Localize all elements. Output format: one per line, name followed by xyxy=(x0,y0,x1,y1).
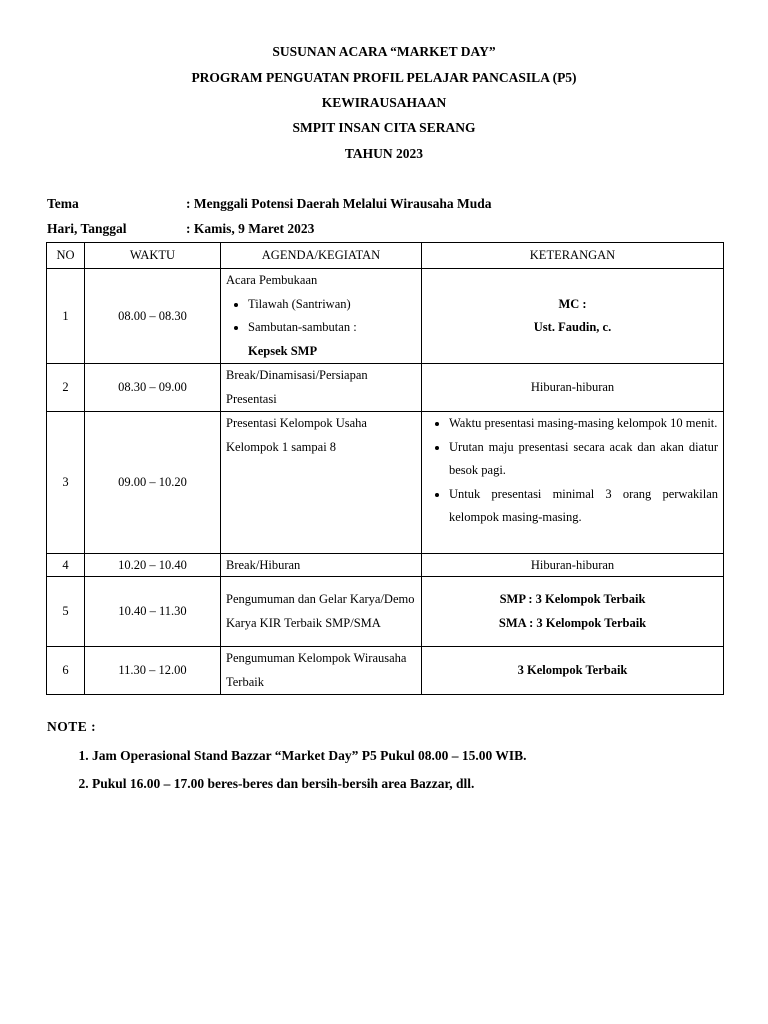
row-keterangan: 3 Kelompok Terbaik xyxy=(422,647,724,695)
agenda-sub: Kepsek SMP xyxy=(248,343,318,358)
row-agenda xyxy=(221,269,422,364)
row-agenda: Break/Dinamisasi/Persiapan Presentasi xyxy=(221,364,422,412)
note-item: 2. Pukul 16.00 – 17.00 beres-beres dan bersih-bersih area Bazzar, dll. xyxy=(92,770,752,798)
header-waktu: WAKTU xyxy=(85,243,221,269)
table-row xyxy=(47,577,724,647)
list-item: • Waktu presentasi masing-masing kelompok 10 menit. xyxy=(449,412,718,436)
row-waktu: 10.40 – 11.30 xyxy=(85,577,221,647)
keterangan-list xyxy=(427,412,718,530)
header-agenda: AGENDA/KEGIATAN xyxy=(221,243,422,269)
agenda-title: Acara Pembukaan xyxy=(226,273,318,287)
row-no: 5 xyxy=(47,577,85,647)
row-waktu: 10.20 – 10.40 xyxy=(85,554,221,577)
row-keterangan xyxy=(422,412,724,554)
row-agenda: Break/Hiburan xyxy=(221,554,422,577)
note-label: NOTE : xyxy=(47,719,97,734)
row-keterangan: Hiburan-hiburan xyxy=(422,554,724,577)
row-waktu: 08.30 – 09.00 xyxy=(85,364,221,412)
row-keterangan: Hiburan-hiburan xyxy=(422,364,724,412)
hari-tanggal-value: : Kamis, 9 Maret 2023 xyxy=(186,221,315,236)
list-item: • Urutan maju presentasi secara acak dan akan diatur besok pagi. xyxy=(449,436,718,483)
row-keterangan xyxy=(422,577,724,647)
schedule-table xyxy=(46,242,724,695)
ket-line: SMP : 3 Kelompok Terbaik xyxy=(499,592,646,606)
hari-tanggal-label: Hari, Tanggal xyxy=(47,221,127,236)
table-row xyxy=(47,364,724,412)
note-item: 1. Jam Operasional Stand Bazzar “Market Day” P5 Pukul 08.00 – 15.00 WIB. xyxy=(92,742,752,770)
row-keterangan xyxy=(422,269,724,364)
row-agenda: Pengumuman Kelompok Wirausaha Terbaik xyxy=(221,647,422,695)
row-no: 2 xyxy=(47,364,85,412)
table-row xyxy=(47,269,724,364)
ket-line: MC : xyxy=(558,296,587,311)
doc-title-line-1: SUSUNAN ACARA “MARKET DAY” xyxy=(272,44,496,59)
row-no: 6 xyxy=(47,647,85,695)
ket-line: SMA : 3 Kelompok Terbaik xyxy=(498,615,647,630)
table-row xyxy=(47,647,724,695)
agenda-list xyxy=(226,293,416,340)
header-no: NO xyxy=(47,243,85,269)
list-item: • Sambutan-sambutan : xyxy=(248,316,416,340)
doc-title-line-4: SMPIT INSAN CITA SERANG xyxy=(292,120,476,135)
table-header-row xyxy=(47,243,724,269)
row-waktu: 11.30 – 12.00 xyxy=(85,647,221,695)
list-item: • Tilawah (Santriwan) xyxy=(248,293,416,317)
ket-line: Ust. Faudin, c. xyxy=(533,320,612,334)
doc-title-line-2: PROGRAM PENGUATAN PROFIL PELAJAR PANCASILA (P5) xyxy=(191,70,577,85)
list-item: • Untuk presentasi minimal 3 orang perwakilan kelompok masing-masing. xyxy=(449,483,718,530)
table-row xyxy=(47,554,724,577)
tema-value: : Menggali Potensi Daerah Melalui Wirausaha Muda xyxy=(186,196,492,211)
doc-title-line-5: TAHUN 2023 xyxy=(344,146,424,161)
table-row xyxy=(47,412,724,554)
row-no: 1 xyxy=(47,269,85,364)
row-waktu: 09.00 – 10.20 xyxy=(85,412,221,554)
tema-label: Tema xyxy=(47,196,79,211)
row-waktu: 08.00 – 08.30 xyxy=(85,269,221,364)
doc-title-line-3: KEWIRAUSAHAAN xyxy=(321,95,447,110)
note-list xyxy=(47,742,752,798)
row-no: 3 xyxy=(47,412,85,554)
row-agenda: Pengumuman dan Gelar Karya/Demo Karya KIR Terbaik SMP/SMA xyxy=(221,577,422,647)
row-no: 4 xyxy=(47,554,85,577)
header-keterangan: KETERANGAN xyxy=(422,243,724,269)
row-agenda: Presentasi Kelompok Usaha Kelompok 1 sampai 8 xyxy=(221,412,422,554)
